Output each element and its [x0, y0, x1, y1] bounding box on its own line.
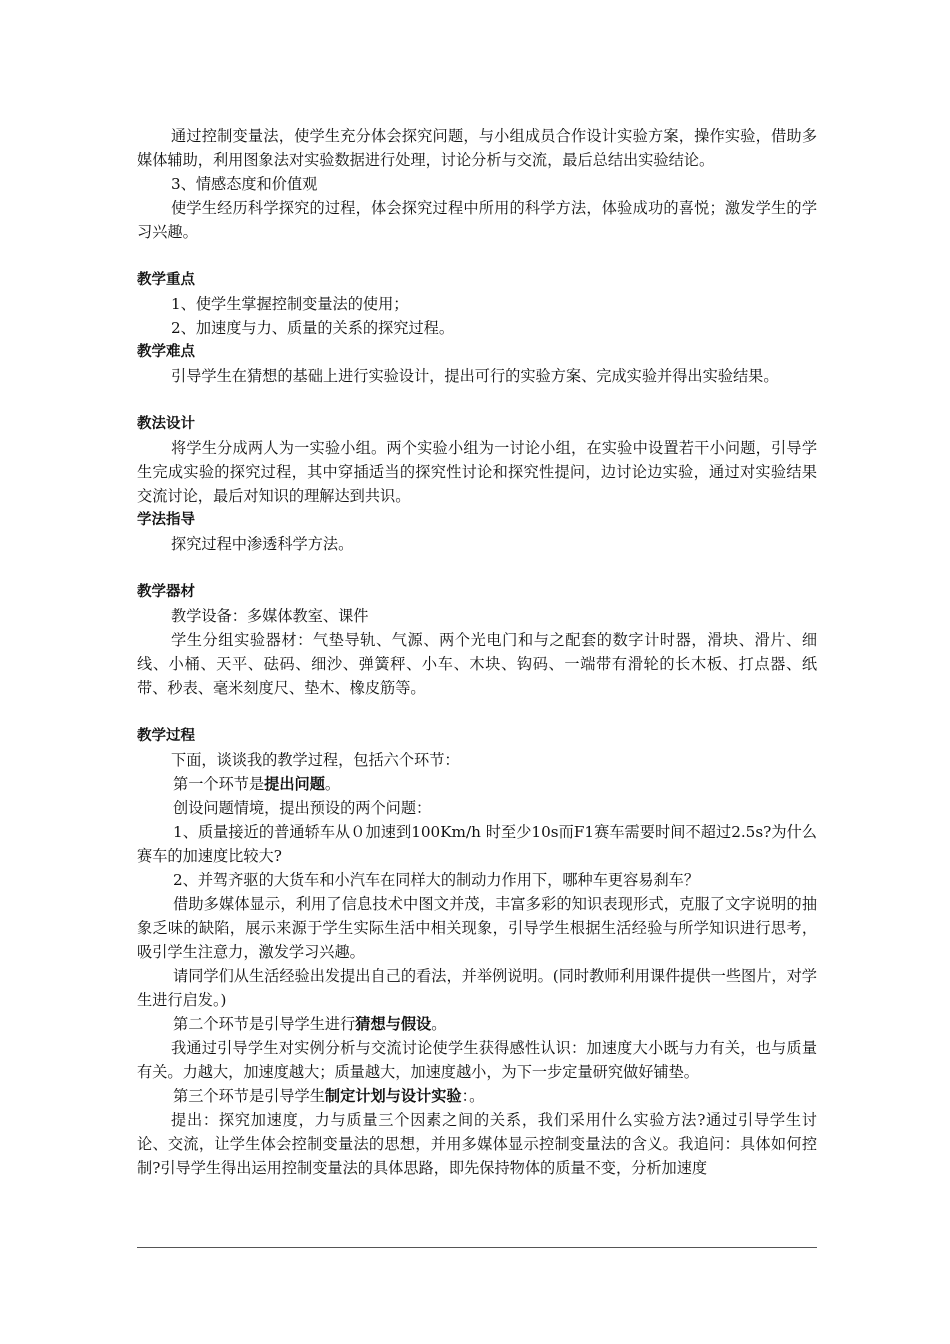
multimedia-paragraph: 借助多媒体显示，利用了信息技术中图文并茂，丰富多彩的知识表现形式，克服了文字说明的抽象乏味的缺陷，展示来源于学生实际生活中相关现象，引导学生根据生活经验与所学知识进行思考，吸引学生注意力，激发学习兴趣。 [137, 895, 817, 961]
key-point-item: 2、加速度与力、质量的关系的探究过程。 [171, 319, 455, 337]
method-heading: 教法设计 [137, 416, 195, 432]
document-body [137, 124, 817, 1180]
question-two: 2、并驾齐驱的大货车和小汽车在同样大的制动力作用下，哪种车更容易刹车？ [173, 871, 700, 889]
key-points-heading: 教学重点 [137, 272, 195, 288]
step-one-title: 提出问题 [264, 775, 325, 793]
hypothesis-paragraph: 我通过引导学生对实例分析与交流讨论使学生获得感性认识：加速度大小既与力有关，也与质量有关。力越大，加速度越大；质量越大，加速度越小，为下一步定量研究做好铺垫。 [137, 1039, 817, 1081]
spacer [137, 244, 817, 268]
scenario-paragraph: 创设问题情境，提出预设的两个问题： [173, 799, 432, 817]
text-run: 第三个环节是引导学生 [173, 1087, 325, 1105]
step-one-paragraph [137, 772, 817, 796]
process-heading: 教学过程 [137, 728, 195, 744]
step-three-title: 制定计划与设计实验 [324, 1087, 462, 1105]
text-run: 。 [431, 1015, 447, 1033]
question-one: 1、质量接近的普通轿车从０加速到100Km/h 时至少10s而F1赛车需要时间不超过2.5s?为什么赛车的加速度比较大? [137, 823, 817, 865]
step-three-paragraph [137, 1084, 817, 1108]
step-two-paragraph [137, 1012, 817, 1036]
goal-subheading: 3、情感态度和价值观 [171, 175, 318, 193]
learning-heading: 学法指导 [137, 512, 195, 528]
process-intro: 下面，谈谈我的教学过程，包括六个环节： [171, 751, 460, 769]
footer-rule [137, 1247, 817, 1248]
difficulty-heading: 教学难点 [137, 344, 195, 360]
difficulty-text: 引导学生在猜想的基础上进行实验设计，提出可行的实验方案、完成实验并得出实验结果。 [171, 367, 779, 385]
attitude-paragraph: 使学生经历科学探究的过程，体会探究过程中所用的科学方法，体验成功的喜悦；激发学生的学习兴趣。 [137, 199, 817, 241]
text-run: 第二个环节是引导学生进行 [173, 1015, 356, 1033]
opinion-paragraph: 请同学们从生活经验出发提出自己的看法，并举例说明。(同时教师利用课件提供一些图片，对学生进行启发。) [137, 967, 817, 1009]
method-text: 将学生分成两人为一实验小组。两个实验小组为一讨论小组，在实验中设置若干小问题，引导学生完成实验的探究过程，其中穿插适当的探究性讨论和探究性提问，边讨论边实验，通过对实验结果交流讨论，最后对知识的理解达到共识。 [137, 439, 817, 505]
plan-paragraph: 提出：探究加速度，力与质量三个因素之间的关系，我们采用什么实验方法?通过引导学生讨论、交流，让学生体会控制变量法的思想，并用多媒体显示控制变量法的含义。我追问：具体如何控制?引导学生得出运用控制变量法的具体思路，即先保持物体的质量不变，分析加速度 [137, 1111, 817, 1177]
equipment-teacher: 教学设备：多媒体教室、课件 [171, 607, 369, 625]
learning-text: 探究过程中渗透科学方法。 [171, 535, 354, 553]
equipment-heading: 教学器材 [137, 584, 195, 600]
equipment-student: 学生分组实验器材：气垫导轨、气源、两个光电门和与之配套的数字计时器，滑块、滑片、细线、小桶、天平、砝码、细沙、弹簧秤、小车、木块、钩码、一端带有滑轮的长木板、打点器、纸带、秒表、毫米刻度尺、垫木、橡皮筋等。 [137, 631, 817, 697]
spacer [137, 556, 817, 580]
step-two-title: 猜想与假设 [355, 1015, 432, 1033]
text-run: 。 [324, 775, 341, 793]
text-run: ：。 [461, 1087, 485, 1105]
spacer [137, 700, 817, 724]
text-run: 第一个环节是 [173, 775, 265, 793]
spacer [137, 388, 817, 412]
intro-paragraph: 通过控制变量法，使学生充分体会探究问题，与小组成员合作设计实验方案，操作实验，借助多媒体辅助，利用图象法对实验数据进行处理，讨论分析与交流，最后总结出实验结论。 [137, 127, 817, 169]
key-point-item: 1、使学生掌握控制变量法的使用； [171, 295, 409, 313]
